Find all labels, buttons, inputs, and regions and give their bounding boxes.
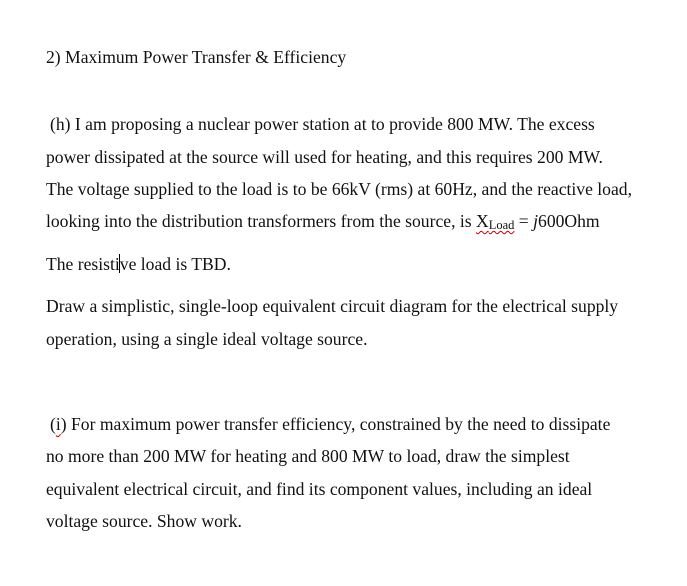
part-i-line-2: no more than 200 MW for heating and 800 MW to load, draw the simplest [46, 446, 570, 466]
line-4-text: looking into the distribution transformers from the source, is [46, 211, 476, 231]
part-h-line-6: Draw a simplistic, single-loop equivalent circuit diagram for the electrical supply [46, 296, 619, 316]
part-i-line-1-text: ) For maximum power transfer efficiency, constrained by the need to dissipate [60, 414, 611, 434]
part-h-line-4 [46, 210, 600, 236]
part-h-line-5 [46, 253, 231, 275]
part-h-line-7: operation, using a single ideal voltage source. [46, 329, 368, 349]
reactance-value: 600Ohm [538, 211, 600, 231]
x-symbol: X [476, 211, 489, 231]
part-i-line-4: voltage source. Show work. [46, 511, 242, 531]
x-load-term [476, 211, 514, 231]
part-i-letter: i [55, 414, 61, 434]
part-h-line-3: The voltage supplied to the load is to be 66kV (rms) at 60Hz, and the reactive load, [46, 179, 632, 199]
part-h-line-2: power dissipated at the source will used for heating, and this requires 200 MW. [46, 147, 603, 167]
j-symbol: j [533, 211, 539, 231]
equals-sign: = [514, 211, 534, 231]
part-i-line-1 [50, 413, 610, 435]
line-5-text-a: The resisti [46, 254, 120, 274]
line-5-text-b: ve load is TBD. [119, 254, 231, 274]
section-heading: 2) Maximum Power Transfer & Efficiency [46, 47, 347, 67]
load-subscript: Load [488, 218, 515, 232]
part-i-line-3: equivalent electrical circuit, and find its component values, including an ideal [46, 479, 593, 499]
paren-open: ( [50, 414, 56, 434]
part-h-line-1: (h) I am proposing a nuclear power station at to provide 800 MW. The excess [50, 114, 595, 134]
